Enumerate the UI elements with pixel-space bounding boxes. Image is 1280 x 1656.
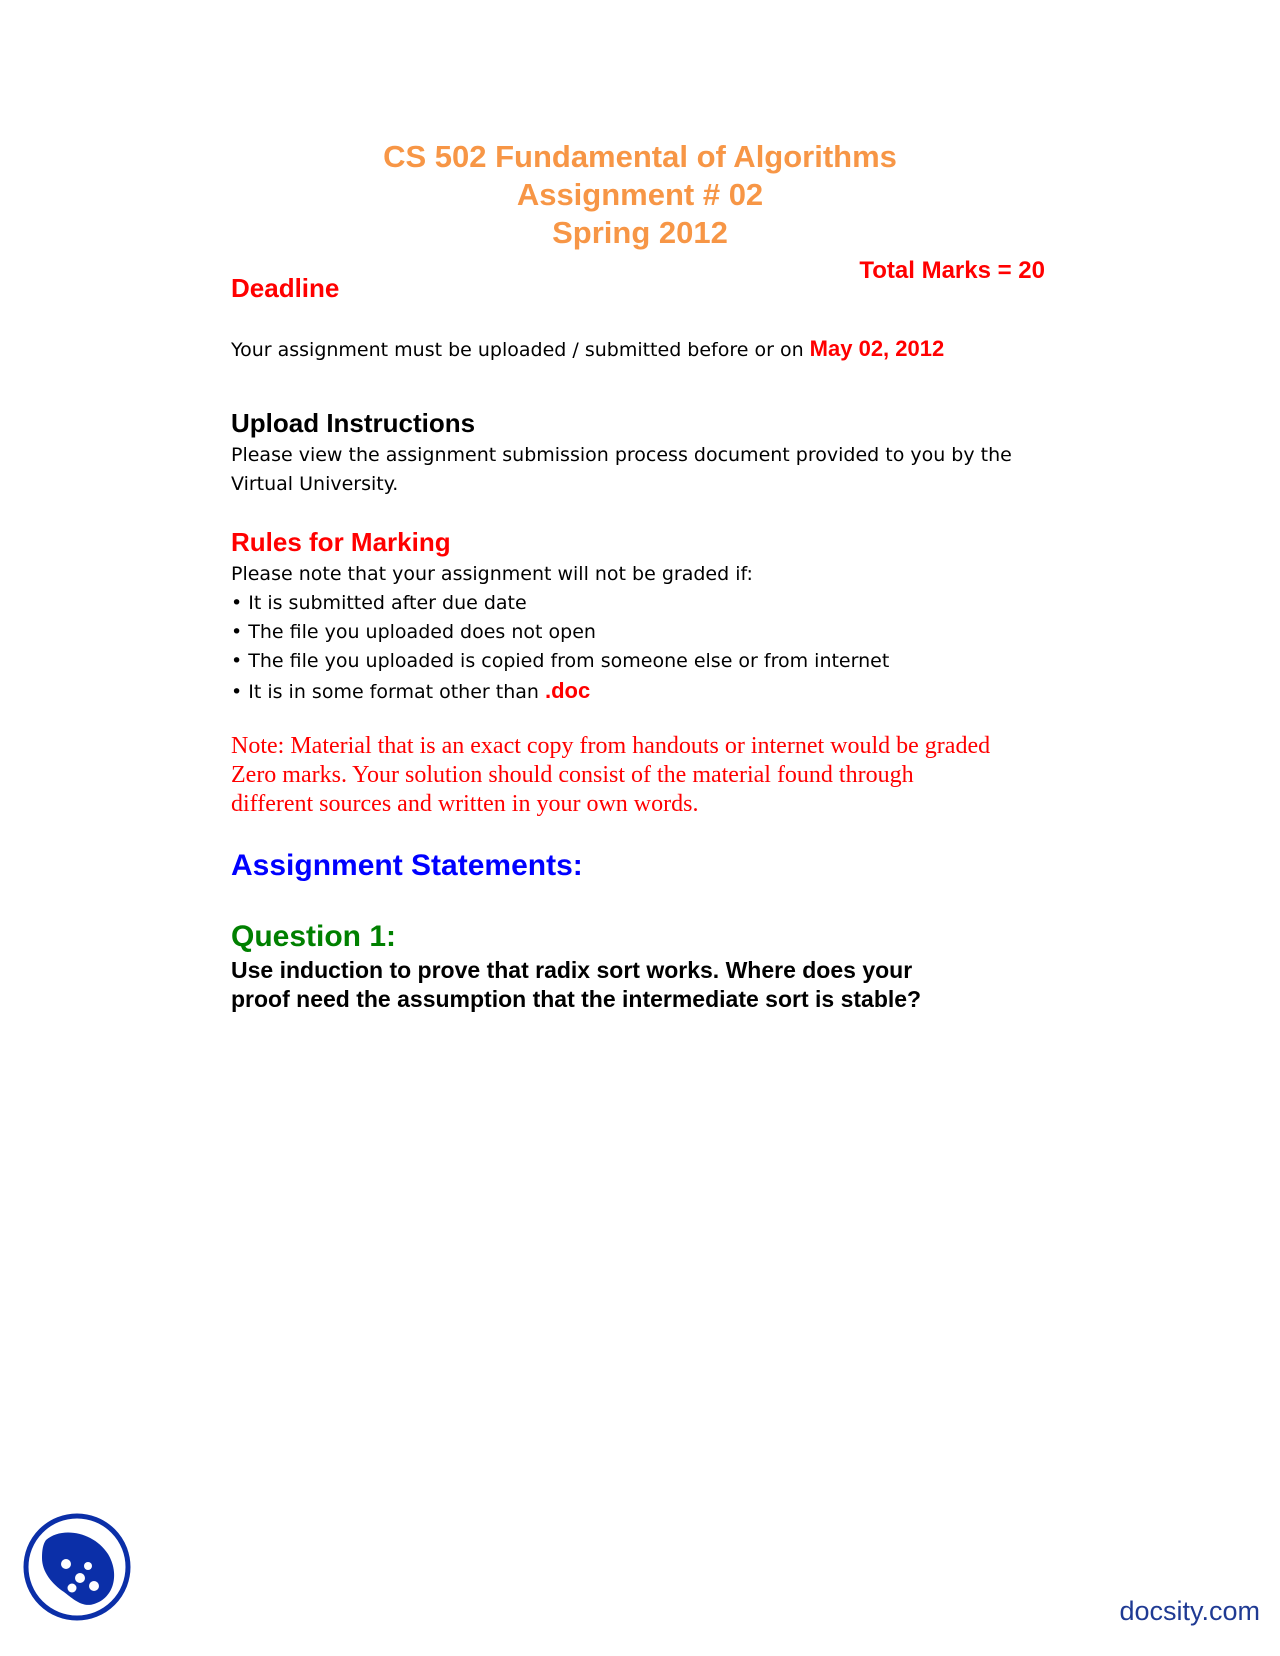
- question1-line1: Use induction to prove that radix sort works. Where does your: [231, 957, 913, 983]
- upload-heading: Upload Instructions: [231, 408, 476, 438]
- note-line3: different sources and written in your own words.: [231, 791, 699, 817]
- rules-item-late: • It is submitted after due date: [231, 592, 527, 614]
- question1-heading: Question 1:: [231, 920, 397, 953]
- upload-text: [231, 441, 1061, 499]
- rules-item-open: • The file you uploaded does not open: [231, 621, 596, 643]
- rules-list: [231, 589, 1061, 707]
- title-course: CS 502 Fundamental of Algorithms: [383, 139, 897, 174]
- note-paragraph: [231, 732, 1061, 819]
- deadline-heading: Deadline: [231, 273, 340, 303]
- rules-item-format: [231, 676, 1061, 707]
- deadline-text: [231, 334, 1061, 365]
- question1-line2: proof need the assumption that the intermediate sort is stable?: [231, 986, 922, 1012]
- upload-text-line2: Virtual University.: [231, 473, 399, 495]
- deadline-date: May 02, 2012: [809, 336, 945, 361]
- deadline-sentence: Your assignment must be uploaded / submitted before or on: [231, 339, 810, 361]
- rules-heading: Rules for Marking: [231, 527, 451, 557]
- docsity-logo-icon: [22, 1512, 132, 1622]
- statements-heading: Assignment Statements:: [231, 849, 583, 882]
- question1-text: [231, 956, 1061, 1014]
- title-semester: Spring 2012: [552, 215, 728, 250]
- upload-text-line1: Please view the assignment submission process document provided to you by the: [231, 444, 1012, 466]
- rules-item-format-text: • It is in some format other than: [231, 681, 545, 703]
- docsity-watermark[interactable]: docsity.com: [1119, 1596, 1260, 1626]
- document-title: [0, 138, 1280, 252]
- rules-format-ext: .doc: [544, 678, 591, 703]
- rules-intro: Please note that your assignment will not be graded if:: [231, 563, 753, 585]
- rules-item-copied: • The file you uploaded is copied from someone else or from internet: [231, 650, 890, 672]
- note-line1: Note: Material that is an exact copy from handouts or internet would be graded: [231, 733, 991, 759]
- note-line2: Zero marks. Your solution should consist of the material found through: [231, 762, 914, 788]
- total-marks: Total Marks = 20: [859, 257, 1045, 284]
- title-assignment: Assignment # 02: [516, 177, 764, 212]
